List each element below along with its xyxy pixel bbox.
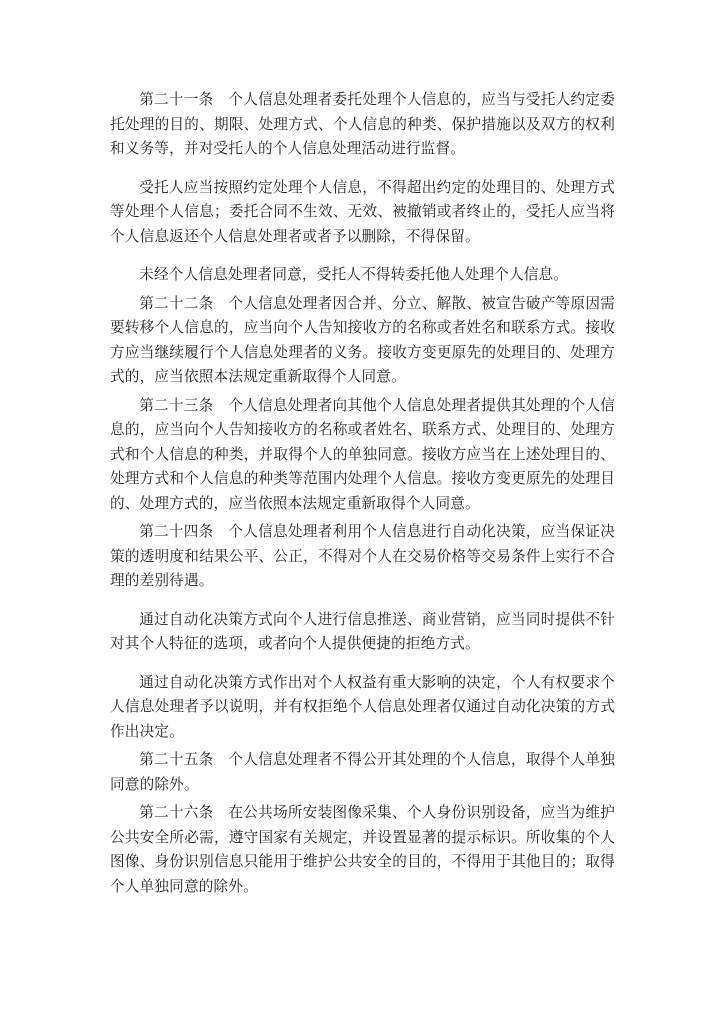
article-24-paragraph: 第二十四条 个人信息处理者利用个人信息进行自动化决策，应当保证决策的透明度和结果公平、公正，不得对个人在交易价格等交易条件上实行不合理的差别待遇。 xyxy=(110,523,615,589)
article-26-paragraph: 第二十六条 在公共场所安装图像采集、个人身份识别设备，应当为维护公共安全所必需，遵守国家有关规定，并设置显著的提示标识。所收集的个人图像、身份识别信息只能用于维护公共安全的目的，不得用于其他目的；取得个人单独同意的除外。 xyxy=(110,804,615,895)
article-21-paragraph-2: 受托人应当按照约定处理个人信息，不得超出约定的处理目的、处理方式等处理个人信息；委托合同不生效、无效、被撤销或者终止的，受托人应当将个人信息返还个人信息处理者或者予以删除，不得保留。 xyxy=(110,178,615,245)
article-22-paragraph: 第二十二条 个人信息处理者因合并、分立、解散、被宣告破产等原因需要转移个人信息的，应当向个人告知接收方的名称或者姓名和联系方式。接收方应当继续履行个人信息处理者的义务。接收方变更原先的处理目的、处理方式的，应当依照本法规定重新取得个人同意。 xyxy=(110,294,615,385)
article-24-paragraph-3: 通过自动化决策方式作出对个人权益有重大影响的决定，个人有权要求个人信息处理者予以说明，并有权拒绝个人信息处理者仅通过自动化决策的方式作出决定。 xyxy=(110,673,615,740)
article-23-paragraph: 第二十三条 个人信息处理者向其他个人信息处理者提供其处理的个人信息的，应当向个人告知接收方的名称或者姓名、联系方式、处理目的、处理方式和个人信息的种类，并取得个人的单独同意。接收方应当在上述处理目的、处理方式和个人信息的种类等范围内处理个人信息。接收方变更原先的处理目的、处理方式的，应当依照本法规定重新取得个人同意。 xyxy=(110,396,615,512)
article-21-paragraph: 第二十一条 个人信息处理者委托处理个人信息的，应当与受托人约定委托处理的目的、期限、处理方式、个人信息的种类、保护措施以及双方的权利和义务等，并对受托人的个人信息处理活动进行监督。 xyxy=(110,91,615,157)
article-21-paragraph-3: 未经个人信息处理者同意，受托人不得转委托他人处理个人信息。 xyxy=(139,266,569,283)
article-24-paragraph-2: 通过自动化决策方式向个人进行信息推送、商业营销，应当同时提供不针对其个人特征的选项，或者向个人提供便捷的拒绝方式。 xyxy=(110,610,615,652)
document-page xyxy=(110,88,615,899)
article-25-paragraph: 第二十五条 个人信息处理者不得公开其处理的个人信息，取得个人单独同意的除外。 xyxy=(110,751,615,793)
